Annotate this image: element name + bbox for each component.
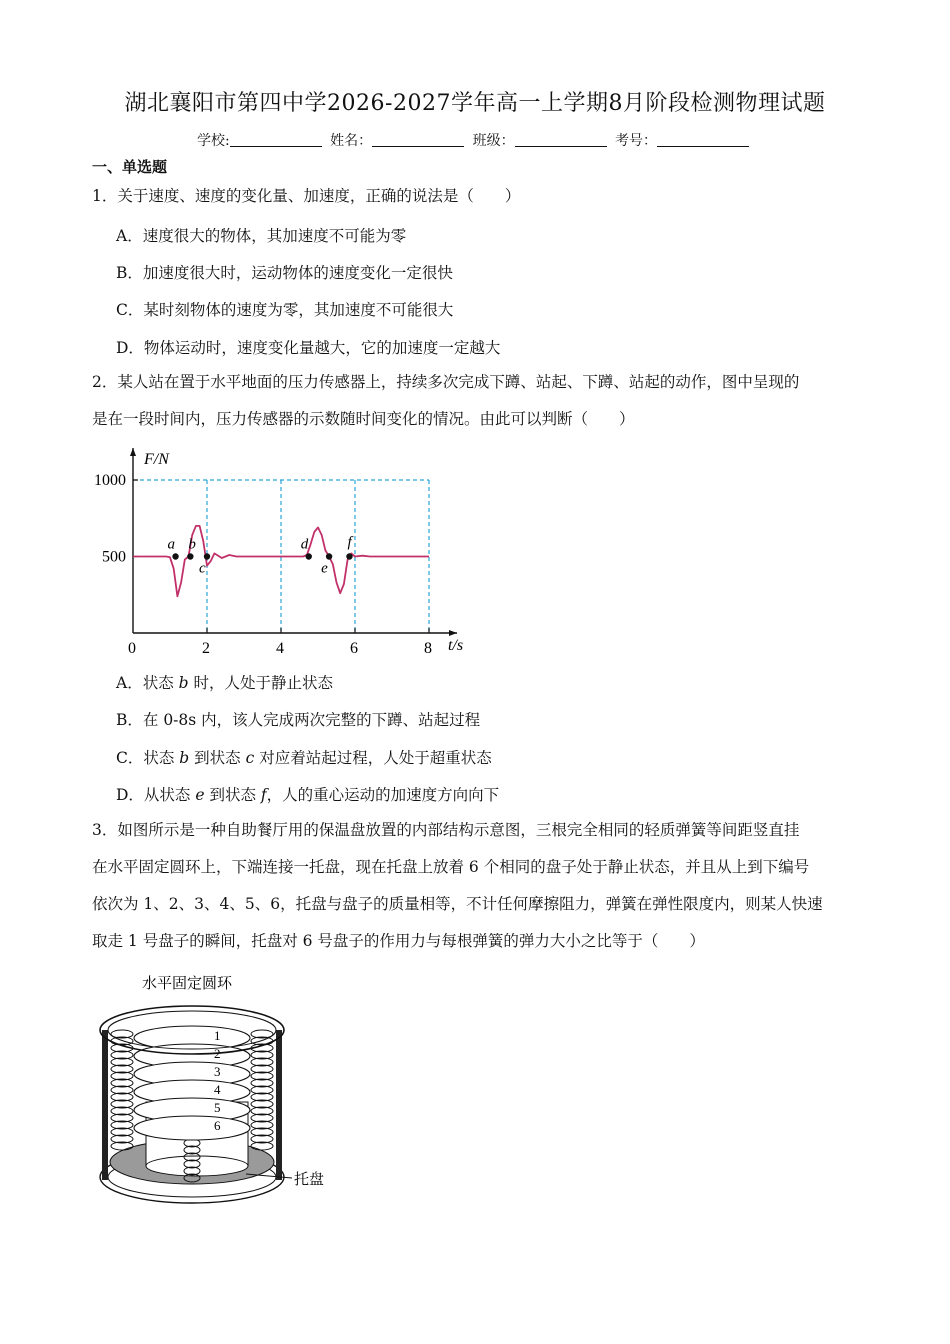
force-time-chart xyxy=(90,440,490,660)
plate-number-1: 1 xyxy=(214,1028,221,1043)
name-label: 姓名： xyxy=(330,133,373,149)
state-point-e xyxy=(326,553,332,559)
q2-a-var: b xyxy=(178,674,189,692)
q3-stem-line1: 3．如图所示是一种自助餐厅用的保温盘放置的内部结构示意图，三根完全相同的轻质弹簧等间距竖直挂 xyxy=(92,821,800,839)
q2-c-var2: c xyxy=(245,749,255,767)
x-tick-label: 4 xyxy=(276,640,284,657)
x-axis-label: t/s xyxy=(448,637,464,654)
y-axis-arrow xyxy=(130,448,136,456)
x-tick-label: 6 xyxy=(350,640,358,657)
plate-6 xyxy=(134,1116,250,1140)
state-label-d: d xyxy=(300,536,309,553)
chart-axes xyxy=(94,448,457,657)
q2-d-pre: D．从状态 xyxy=(116,786,196,804)
q3-stem-line3: 依次为 1、2、3、4、5、6，托盘与盘子的质量相等，不计任何摩擦阻力，弹簧在弹性限度内，则某人快速 xyxy=(92,895,823,913)
y-tick-label: 1000 xyxy=(94,472,126,489)
class-blank[interactable] xyxy=(515,132,607,147)
q1-option-d[interactable]: D．物体运动时，速度变化量越大，它的加速度一定越大 xyxy=(116,339,501,357)
q2-a-post: 时，人处于静止状态 xyxy=(188,674,333,692)
q2-c-pre: C．状态 xyxy=(116,749,180,767)
warming-plate-diagram xyxy=(96,972,356,1242)
q2-a-pre: A．状态 xyxy=(116,674,179,692)
state-point-f xyxy=(346,553,352,559)
q2-stem-line1: 2．某人站在置于水平地面的压力传感器上，持续多次完成下蹲、站起、下蹲、站起的动作，图中呈现的 xyxy=(92,373,800,391)
plate-number-6: 6 xyxy=(214,1118,221,1133)
q2-option-c[interactable] xyxy=(116,746,492,768)
exam-no-label: 考号： xyxy=(615,133,658,149)
state-label-b: b xyxy=(188,536,196,553)
q2-d-post: ，人的重心运动的加速度方向向下 xyxy=(266,786,500,804)
q1-stem: 1．关于速度、速度的变化量、加速度，正确的说法是（ ） xyxy=(92,187,521,205)
q2-option-b[interactable]: B．在 0-8s 内，该人完成两次完整的下蹲、站起过程 xyxy=(116,711,481,729)
q1-option-a[interactable]: A．速度很大的物体，其加速度不可能为零 xyxy=(116,227,407,245)
state-point-d xyxy=(306,553,312,559)
y-tick-label: 500 xyxy=(102,548,126,566)
post-right xyxy=(276,1030,282,1180)
state-point-b xyxy=(187,553,193,559)
q2-c-var1: b xyxy=(179,749,190,767)
plate-number-4: 4 xyxy=(214,1082,221,1097)
q2-option-a[interactable] xyxy=(116,671,333,693)
exam-title: 湖北襄阳市第四中学2026-2027学年高一上学期8月阶段检测物理试题 xyxy=(124,91,826,116)
y-axis-label: F/N xyxy=(144,451,169,468)
x-tick-label: 8 xyxy=(424,640,432,657)
q3-stem-line2: 在水平固定圆环上，下端连接一托盘，现在托盘上放着 6 个相同的盘子处于静止状态，并且从上到下编号 xyxy=(92,858,810,876)
ring-label: 水平固定圆环 xyxy=(142,976,233,992)
plate-number-2: 2 xyxy=(214,1046,221,1061)
tray-label: 托盘 xyxy=(294,1172,325,1188)
q2-d-var2: f xyxy=(260,786,267,804)
q1-option-b[interactable]: B．加速度很大时，运动物体的速度变化一定很快 xyxy=(116,264,453,282)
q2-c-mid: 到状态 xyxy=(189,749,246,767)
post-left xyxy=(102,1030,108,1180)
exam-no-blank[interactable] xyxy=(657,132,749,147)
q1-option-c[interactable]: C．某时刻物体的速度为零，其加速度不可能很大 xyxy=(116,301,454,319)
state-label-e: e xyxy=(321,560,328,577)
chart-points xyxy=(168,535,354,577)
plate-number-5: 5 xyxy=(214,1100,221,1115)
q2-option-d[interactable] xyxy=(116,783,499,805)
name-blank[interactable] xyxy=(372,132,464,147)
q2-c-post: 对应着站起过程，人处于超重状态 xyxy=(254,749,492,767)
state-point-a xyxy=(172,553,178,559)
x-tick-label: 2 xyxy=(202,640,210,657)
state-label-f: f xyxy=(347,534,352,551)
plate-stack xyxy=(134,1026,250,1140)
state-label-c: c xyxy=(199,560,206,577)
class-label: 班级： xyxy=(472,133,515,149)
school-blank[interactable] xyxy=(230,132,322,147)
state-label-a: a xyxy=(167,536,176,553)
section-heading: 一、单选题 xyxy=(92,158,168,176)
student-info-line xyxy=(0,130,950,150)
state-point-c xyxy=(204,553,210,559)
x-axis-arrow xyxy=(449,630,457,636)
plate-number-3: 3 xyxy=(214,1064,221,1079)
q2-d-var1: e xyxy=(195,786,205,804)
q2-d-mid: 到状态 xyxy=(204,786,261,804)
school-label: 学校: xyxy=(196,133,230,149)
q3-stem-line4: 取走 1 号盘子的瞬间，托盘对 6 号盘子的作用力与每根弹簧的弹力大小之比等于（ ） xyxy=(92,932,705,950)
x-tick-label: 0 xyxy=(128,640,136,657)
q2-stem-line2: 是在一段时间内，压力传感器的示数随时间变化的情况。由此可以判断（ ） xyxy=(92,410,635,428)
